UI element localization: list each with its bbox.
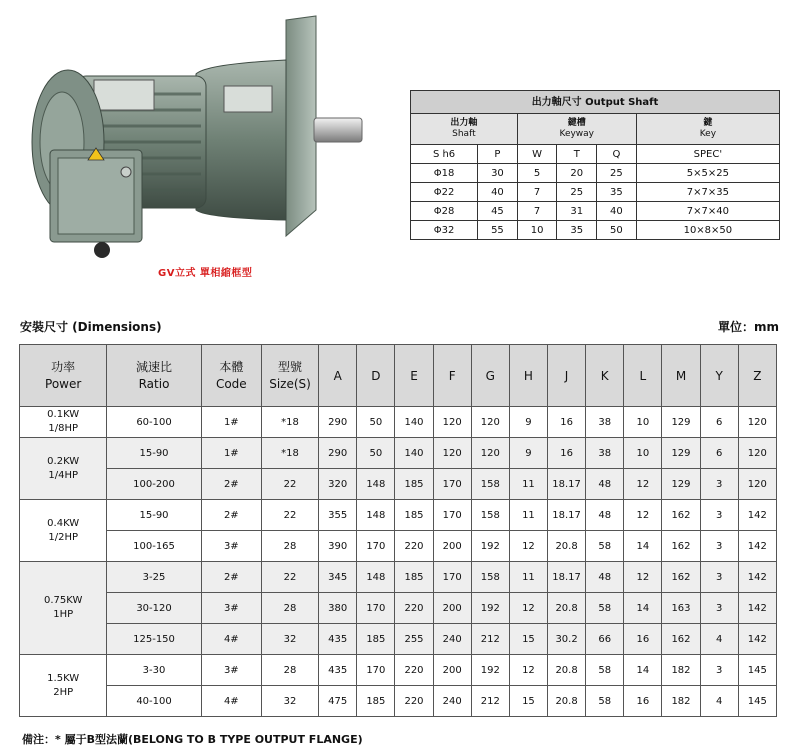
dimension-cell: 142 (738, 562, 776, 593)
dimension-cell: 148 (357, 469, 395, 500)
dimensions-header-row (20, 345, 777, 407)
power-cell (20, 438, 107, 500)
dimension-cell: 4 (700, 624, 738, 655)
dimension-cell: 170 (357, 655, 395, 686)
dimensions-table (19, 344, 777, 717)
shaft-cell: 7×7×35 (636, 183, 779, 202)
dimension-cell: 170 (433, 500, 471, 531)
power-line: 0.75KW (43, 595, 83, 606)
dimension-cell: 220 (395, 686, 433, 717)
header-dim-letter: A (319, 345, 357, 407)
dimension-cell: 20.8 (548, 655, 586, 686)
dimension-cell: 182 (662, 655, 700, 686)
dimension-cell: 2# (201, 469, 261, 500)
dimension-cell: 120 (433, 407, 471, 438)
dimension-cell: 140 (395, 438, 433, 469)
dimension-cell: 3# (201, 531, 261, 562)
dimension-cell: 220 (395, 531, 433, 562)
output-shaft-title: 出力軸尺寸 Output Shaft (411, 91, 780, 114)
dimension-cell: 22 (261, 469, 318, 500)
dimension-cell: 11 (509, 500, 547, 531)
dimension-cell: 3-25 (107, 562, 201, 593)
dimension-cell: 48 (586, 469, 624, 500)
dimension-cell: 16 (624, 624, 662, 655)
dimension-cell: 32 (261, 686, 318, 717)
dimension-cell: 38 (586, 407, 624, 438)
dimension-cell: 10 (624, 407, 662, 438)
power-line: 0.1KW (47, 409, 80, 420)
dimension-cell: 15 (509, 686, 547, 717)
power-line: 1/4HP (48, 469, 78, 481)
dimension-cell: 158 (471, 469, 509, 500)
motor-caption: GV立式 單相縮框型 (158, 268, 253, 279)
dimension-cell: 435 (319, 655, 357, 686)
dimension-cell: 129 (662, 438, 700, 469)
shaft-cell: Φ28 (411, 202, 478, 221)
dimension-cell: 3# (201, 655, 261, 686)
header-dim-letter: Z (738, 345, 776, 407)
dimension-cell: 240 (433, 686, 471, 717)
dimension-cell: 38 (586, 438, 624, 469)
dimension-cell: 9 (509, 438, 547, 469)
dimension-cell: 58 (586, 531, 624, 562)
dimension-cell: 16 (548, 438, 586, 469)
shaft-cell: 30 (478, 164, 518, 183)
power-cell (20, 500, 107, 562)
dimension-cell: 2# (201, 562, 261, 593)
name-plate-gearbox (224, 86, 272, 112)
dimension-cell: 12 (509, 655, 547, 686)
dimension-cell: 30-120 (107, 593, 201, 624)
dimensions-title: 安裝尺寸 (Dimensions) (20, 320, 162, 334)
dimensions-row (20, 655, 777, 686)
dimension-cell: 20.8 (548, 531, 586, 562)
gear-motor-illustration (16, 14, 372, 270)
dimension-cell: 185 (395, 562, 433, 593)
gearbox-housing (196, 60, 286, 220)
power-cell (20, 407, 107, 438)
dimension-cell: 14 (624, 655, 662, 686)
dimension-cell: 9 (509, 407, 547, 438)
dimension-cell: 185 (357, 686, 395, 717)
shaft-cell: 45 (478, 202, 518, 221)
shaft-row (411, 202, 780, 221)
power-cell (20, 655, 107, 717)
output-shaft-table (410, 90, 780, 240)
dimension-cell: 145 (738, 655, 776, 686)
dimensions-row (20, 624, 777, 655)
shaft-cell: 55 (478, 221, 518, 240)
header-dim-letter: D (357, 345, 395, 407)
dimension-cell: 290 (319, 407, 357, 438)
shaft-cell: 20 (557, 164, 597, 183)
name-plate (94, 80, 154, 110)
header-dim-letter: E (395, 345, 433, 407)
header-dim-letter: K (586, 345, 624, 407)
dimension-cell: 125-150 (107, 624, 201, 655)
dimension-cell: 435 (319, 624, 357, 655)
shaft-row (411, 221, 780, 240)
dimension-cell: 148 (357, 562, 395, 593)
header-power: 功率 Power (20, 345, 107, 407)
col-w: W (517, 145, 557, 164)
dimension-cell: 15 (509, 624, 547, 655)
dimension-cell: 170 (433, 469, 471, 500)
header-dim-letter: J (548, 345, 586, 407)
shaft-cell: 7 (517, 183, 557, 202)
shaft-cell: 7×7×40 (636, 202, 779, 221)
dimension-cell: 212 (471, 686, 509, 717)
unit-label: 單位：mm (717, 320, 779, 334)
dimension-cell: 18.17 (548, 500, 586, 531)
shaft-row (411, 183, 780, 202)
shaft-cell: Φ18 (411, 164, 478, 183)
dimension-cell: 12 (624, 500, 662, 531)
dimension-cell: 3-30 (107, 655, 201, 686)
dimension-cell: 170 (433, 562, 471, 593)
dimensions-row (20, 562, 777, 593)
dimension-cell: 6 (700, 407, 738, 438)
dimension-cell: 355 (319, 500, 357, 531)
keyway-group-header: 鍵槽 Keyway (517, 114, 636, 145)
dimension-cell: 129 (662, 407, 700, 438)
dimension-cell: 15-90 (107, 438, 201, 469)
dimension-cell: *18 (261, 407, 318, 438)
dimension-cell: 162 (662, 624, 700, 655)
power-line: 0.2KW (47, 455, 80, 467)
dimension-cell: 14 (624, 531, 662, 562)
power-line: 1HP (53, 609, 74, 620)
power-line: 2HP (53, 686, 74, 698)
power-line: 0.4KW (47, 517, 80, 529)
shaft-group-header: 出力軸 Shaft (411, 114, 518, 145)
dimension-cell: 10 (624, 438, 662, 469)
header-dim-letter: G (471, 345, 509, 407)
dimension-cell: 142 (738, 531, 776, 562)
dimension-cell: 18.17 (548, 562, 586, 593)
dimension-cell: 240 (433, 624, 471, 655)
header-dim-letter: F (433, 345, 471, 407)
dimension-cell: 185 (395, 469, 433, 500)
dimension-cell: 192 (471, 593, 509, 624)
key-group-header: 鍵 Key (636, 114, 779, 145)
dimension-cell: 192 (471, 531, 509, 562)
dimension-cell: 28 (261, 531, 318, 562)
dimension-cell: 28 (261, 593, 318, 624)
dimension-cell: 290 (319, 438, 357, 469)
dimension-cell: 1# (201, 407, 261, 438)
dimension-cell: 182 (662, 686, 700, 717)
dimension-cell: 100-165 (107, 531, 201, 562)
dimension-cell: 255 (395, 624, 433, 655)
dimension-cell: 3 (700, 469, 738, 500)
dimension-cell: 58 (586, 686, 624, 717)
dimension-cell: 3 (700, 593, 738, 624)
col-spec: SPEC' (636, 145, 779, 164)
dimension-cell: 66 (586, 624, 624, 655)
power-line: 1/2HP (48, 531, 78, 543)
dimension-cell: 120 (738, 469, 776, 500)
output-shaft (314, 118, 362, 142)
dimension-cell: 58 (586, 593, 624, 624)
shaft-cell: 31 (557, 202, 597, 221)
dimension-cell: 18.17 (548, 469, 586, 500)
dimension-cell: 200 (433, 593, 471, 624)
header-code: 本體 Code (201, 345, 261, 407)
shaft-cell: 35 (597, 183, 637, 202)
dimension-cell: 162 (662, 500, 700, 531)
dimension-cell: 163 (662, 593, 700, 624)
shaft-cell: 10×8×50 (636, 221, 779, 240)
dimensions-rows (20, 407, 777, 717)
dimension-cell: 142 (738, 500, 776, 531)
dimension-cell: 120 (738, 407, 776, 438)
dimension-cell: 1# (201, 438, 261, 469)
dimensions-row (20, 593, 777, 624)
shaft-cell: 35 (557, 221, 597, 240)
dimension-cell: 220 (395, 655, 433, 686)
shaft-cell: 5×5×25 (636, 164, 779, 183)
dimension-cell: 158 (471, 562, 509, 593)
dimension-cell: 22 (261, 500, 318, 531)
dimension-cell: 50 (357, 407, 395, 438)
dimension-cell: 16 (624, 686, 662, 717)
header-dim-letter: M (662, 345, 700, 407)
header-dim-letter: Y (700, 345, 738, 407)
dimension-cell: 380 (319, 593, 357, 624)
dimension-cell: 15-90 (107, 500, 201, 531)
dimension-cell: 185 (357, 624, 395, 655)
dimension-cell: 142 (738, 593, 776, 624)
dimension-cell: 32 (261, 624, 318, 655)
dimension-cell: 185 (395, 500, 433, 531)
dimension-cell: 12 (624, 469, 662, 500)
cable-gland (94, 242, 110, 258)
dimension-cell: 3 (700, 531, 738, 562)
dimension-cell: 20.8 (548, 593, 586, 624)
dimension-cell: 6 (700, 438, 738, 469)
dimension-cell: 475 (319, 686, 357, 717)
dimensions-row (20, 686, 777, 717)
shaft-cell: 25 (597, 164, 637, 183)
dimension-cell: 14 (624, 593, 662, 624)
dimensions-row (20, 469, 777, 500)
dimension-cell: 50 (357, 438, 395, 469)
header-dim-letter: L (624, 345, 662, 407)
shaft-cell: 40 (597, 202, 637, 221)
dimension-cell: 145 (738, 686, 776, 717)
col-s-h6: S h6 (411, 145, 478, 164)
gear-motor-image (16, 14, 372, 279)
dimension-cell: 200 (433, 655, 471, 686)
dimension-cell: 3 (700, 500, 738, 531)
header-ratio: 減速比 Ratio (107, 345, 201, 407)
shaft-cell: 7 (517, 202, 557, 221)
dimension-cell: 142 (738, 624, 776, 655)
dimension-cell: 60-100 (107, 407, 201, 438)
dimension-cell: 11 (509, 469, 547, 500)
dimension-cell: 22 (261, 562, 318, 593)
dimension-cell: 192 (471, 655, 509, 686)
shaft-cell: Φ32 (411, 221, 478, 240)
shaft-row (411, 164, 780, 183)
footnote: 備注：* 屬于B型法蘭(BELONG TO B TYPE OUTPUT FLANGE) (22, 733, 363, 746)
dimension-cell: 48 (586, 562, 624, 593)
dimensions-row (20, 500, 777, 531)
shaft-cell: 50 (597, 221, 637, 240)
dimension-cell: 162 (662, 531, 700, 562)
dimension-cell: 48 (586, 500, 624, 531)
power-cell (20, 562, 107, 655)
dimension-cell: 100-200 (107, 469, 201, 500)
dimension-cell: 20.8 (548, 686, 586, 717)
dimension-cell: 40-100 (107, 686, 201, 717)
dimension-cell: 120 (471, 407, 509, 438)
dimension-cell: 200 (433, 531, 471, 562)
shaft-cell: 10 (517, 221, 557, 240)
header-size: 型號 Size(S) (261, 345, 318, 407)
dimensions-row (20, 438, 777, 469)
dimension-cell: 170 (357, 531, 395, 562)
dimension-cell: 3# (201, 593, 261, 624)
shaft-cell: 5 (517, 164, 557, 183)
power-line: 1/8HP (48, 423, 78, 434)
dimensions-row (20, 407, 777, 438)
shaft-cell: 25 (557, 183, 597, 202)
dimension-cell: 170 (357, 593, 395, 624)
shaft-cell: 40 (478, 183, 518, 202)
power-line: 1.5KW (47, 672, 80, 684)
output-shaft-rows (411, 164, 780, 240)
dimension-cell: 4 (700, 686, 738, 717)
dimension-cell: 148 (357, 500, 395, 531)
dimension-cell: 212 (471, 624, 509, 655)
dimension-cell: 2# (201, 500, 261, 531)
dimensions-row (20, 531, 777, 562)
dimension-cell: 140 (395, 407, 433, 438)
dimension-cell: 4# (201, 624, 261, 655)
flange-plate (286, 16, 316, 236)
dimension-cell: 320 (319, 469, 357, 500)
dimension-cell: 345 (319, 562, 357, 593)
dimension-cell: 16 (548, 407, 586, 438)
col-q: Q (597, 145, 637, 164)
dimension-cell: 3 (700, 562, 738, 593)
dimension-cell: 120 (738, 438, 776, 469)
header-dim-letter: H (509, 345, 547, 407)
dimension-cell: 120 (433, 438, 471, 469)
dimension-cell: 30.2 (548, 624, 586, 655)
col-t: T (557, 145, 597, 164)
dimension-cell: 12 (624, 562, 662, 593)
shaft-cell: Φ22 (411, 183, 478, 202)
col-p: P (478, 145, 518, 164)
dimension-cell: 58 (586, 655, 624, 686)
dimension-cell: 12 (509, 531, 547, 562)
dimension-cell: 120 (471, 438, 509, 469)
dimension-cell: 4# (201, 686, 261, 717)
dimension-cell: 390 (319, 531, 357, 562)
dimension-cell: 3 (700, 655, 738, 686)
dimension-cell: *18 (261, 438, 318, 469)
dimension-cell: 220 (395, 593, 433, 624)
dimension-cell: 12 (509, 593, 547, 624)
dimension-cell: 162 (662, 562, 700, 593)
dimension-cell: 129 (662, 469, 700, 500)
dimension-cell: 28 (261, 655, 318, 686)
dimension-cell: 158 (471, 500, 509, 531)
dimension-cell: 11 (509, 562, 547, 593)
